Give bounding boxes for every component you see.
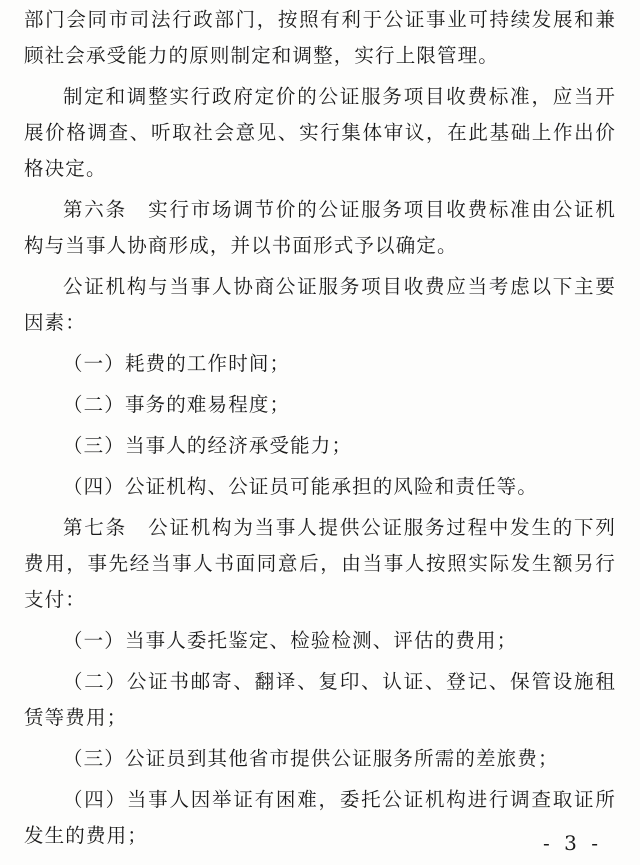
factors-intro-paragraph: 公证机构与当事人协商公证服务项目收费应当考虑以下主要因素： [24, 275, 616, 334]
paragraph-2: 制定和调整实行政府定价的公证服务项目收费标准，应当开展价格调查、听取社会意见、实行集体审议，在此基础上作出价格决定。 [24, 85, 616, 180]
fee-item-2: （二）公证书邮寄、翻译、复印、认证、登记、保管设施租赁等费用； [24, 670, 616, 729]
article-6-paragraph: 第六条 实行市场调节价的公证服务项目收费标准由公证机构与当事人协商形成，并以书面形式予以确定。 [24, 198, 616, 257]
fee-item-4: （四）当事人因举证有困难，委托公证机构进行调查取证所发生的费用； [24, 788, 616, 847]
page-number: - 3 - [543, 831, 602, 855]
factor-item-2: （二）事务的难易程度； [63, 393, 291, 416]
factor-item-4: （四）公证机构、公证员可能承担的风险和责任等。 [63, 475, 538, 498]
factor-item-3: （三）当事人的经济承受能力； [63, 434, 353, 457]
fee-item-1: （一）当事人委托鉴定、检验检测、评估的费用； [63, 629, 518, 652]
fee-item-3: （三）公证员到其他省市提供公证服务所需的差旅费； [63, 747, 559, 770]
paragraph-1: 部门会同市司法行政部门，按照有利于公证事业可持续发展和兼顾社会承受能力的原则制定和调整，实行上限管理。 [24, 8, 616, 67]
article-7-paragraph: 第七条 公证机构为当事人提供公证服务过程中发生的下列费用，事先经当事人书面同意后，由当事人按照实际发生额另行支付： [24, 516, 616, 611]
factor-item-1: （一）耗费的工作时间； [63, 352, 291, 375]
